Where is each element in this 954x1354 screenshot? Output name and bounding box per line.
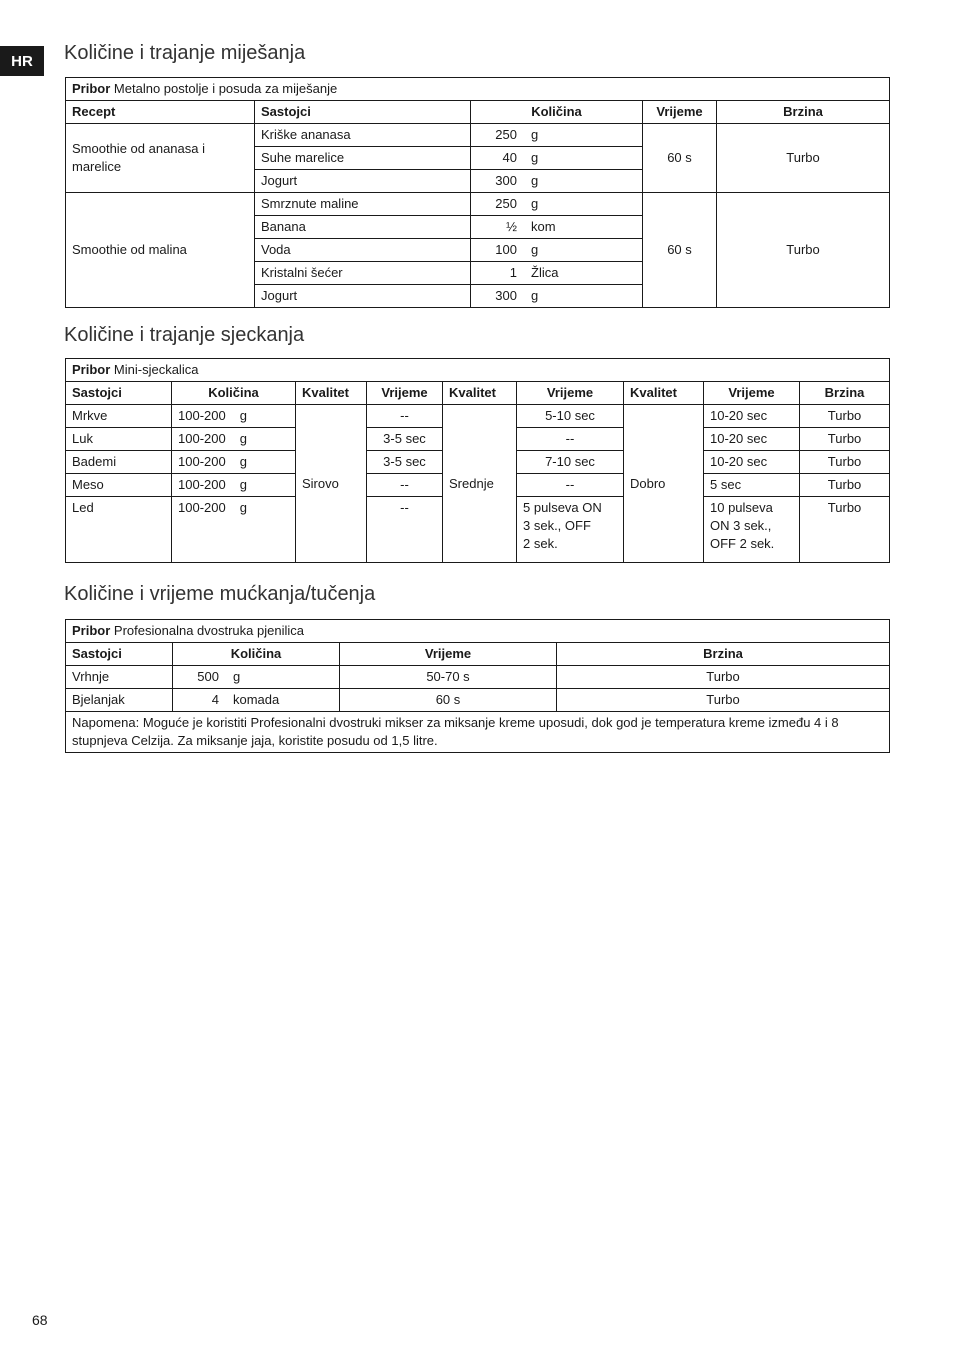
speed: Turbo [557,689,890,712]
col-header: Vrijeme [643,101,717,124]
pribor-row [66,620,890,643]
pribor-value: Metalno postolje i posuda za miješanje [113,81,338,96]
col-header: Brzina [557,643,890,666]
ingredient-name: Jogurt [255,170,471,193]
pribor-row [66,359,890,382]
ingredient-name: Kristalni šećer [255,262,471,285]
time-raw: -- [367,474,443,497]
time-medium: 5 pulseva ON 3 sek., OFF 2 sek. [517,497,624,563]
time-fine: 10-20 sec [704,451,800,474]
col-header: Količina [172,382,296,405]
col-header: Kvalitet [624,382,704,405]
quality-fine: Dobro [624,405,704,563]
ingredient-amount: 300 g [471,170,643,193]
col-header: Kvalitet [296,382,367,405]
recipe-name: Smoothie od ananasa i marelice [66,124,255,193]
ingredient-name: Vrhnje [66,666,173,689]
header-row [66,643,890,666]
recipe-name: Smoothie od malina [66,193,255,308]
chopping-table [65,358,890,563]
note-row [66,712,890,753]
col-header: Vrijeme [340,643,557,666]
pribor-row [66,78,890,101]
ingredient-amount: 100-200 g [172,428,296,451]
time-medium: -- [517,474,624,497]
speed: Turbo [800,451,890,474]
time-fine: 5 sec [704,474,800,497]
ingredient-amount: 250 g [471,124,643,147]
table-row [66,666,890,689]
time-raw: 3-5 sec [367,428,443,451]
table-row [66,124,890,147]
speed: Turbo [800,405,890,428]
ingredient-name: Kriške ananasa [255,124,471,147]
ingredient-amount: 100-200 g [172,474,296,497]
ingredient-amount: 100-200 g [172,497,296,563]
pribor-value: Mini-sjeckalica [113,362,199,377]
ingredient-amount: 1 Žlica [471,262,643,285]
header-row [66,382,890,405]
ingredient-name: Led [66,497,172,563]
time-fine: 10-20 sec [704,405,800,428]
speed: Turbo [800,428,890,451]
pribor-label: Pribor [72,362,111,377]
pribor-value: Profesionalna dvostruka pjenilica [113,623,304,638]
time-raw: -- [367,497,443,563]
table-row [66,193,890,216]
col-header: Količina [471,101,643,124]
time-fine: 10-20 sec [704,428,800,451]
ingredient-amount: 500 g [173,666,340,689]
ingredient-name: Luk [66,428,172,451]
time-medium: 7-10 sec [517,451,624,474]
col-header: Sastojci [66,643,173,666]
quality-raw: Sirovo [296,405,367,563]
col-header: Brzina [717,101,890,124]
header-row [66,101,890,124]
pribor-label: Pribor [72,81,111,96]
quality-medium: Srednje [443,405,517,563]
ingredient-name: Mrkve [66,405,172,428]
time-fine: 10 pulseva ON 3 sek., OFF 2 sek. [704,497,800,563]
time-raw: -- [367,405,443,428]
whisking-table [65,619,890,753]
col-header: Sastojci [255,101,471,124]
ingredient-amount: 100-200 g [172,405,296,428]
ingredient-amount: 4 komada [173,689,340,712]
time: 60 s [340,689,557,712]
recipe-speed: Turbo [717,193,890,308]
ingredient-name: Suhe marelice [255,147,471,170]
ingredient-name: Smrznute maline [255,193,471,216]
table-row [66,689,890,712]
section-title-whisking: Količine i vrijeme mućkanja/tučenja [64,583,376,605]
ingredient-name: Meso [66,474,172,497]
note-text: Napomena: Moguće je koristiti Profesionalni dvostruki mikser za miksanje kreme uposudi, dok god je temperatura kreme između 4 i 8 stupnjeva Celzija. Za miksanje jaja, koristite posudu od 1,5 litre. [66,712,890,753]
time-medium: -- [517,428,624,451]
ingredient-name: Jogurt [255,285,471,308]
pribor-label: Pribor [72,623,111,638]
ingredient-amount: 300 g [471,285,643,308]
col-header: Vrijeme [367,382,443,405]
ingredient-amount: 100 g [471,239,643,262]
col-header: Vrijeme [704,382,800,405]
language-tab: HR [0,46,44,76]
ingredient-name: Banana [255,216,471,239]
time: 50-70 s [340,666,557,689]
ingredient-amount: 100-200 g [172,451,296,474]
recipe-time: 60 s [643,124,717,193]
recipe-speed: Turbo [717,124,890,193]
col-header: Sastojci [66,382,172,405]
ingredient-name: Voda [255,239,471,262]
speed: Turbo [800,474,890,497]
ingredient-amount: 40 g [471,147,643,170]
section-title-chopping: Količine i trajanje sjeckanja [64,324,305,346]
col-header: Količina [173,643,340,666]
speed: Turbo [800,497,890,563]
time-raw: 3-5 sec [367,451,443,474]
ingredient-name: Bademi [66,451,172,474]
col-header: Brzina [800,382,890,405]
col-header: Kvalitet [443,382,517,405]
mixing-table [65,77,890,308]
table-row [66,405,890,428]
ingredient-amount: 250 g [471,193,643,216]
col-header: Vrijeme [517,382,624,405]
recipe-time: 60 s [643,193,717,308]
section-title-mixing: Količine i trajanje miješanja [64,42,306,64]
ingredient-name: Bjelanjak [66,689,173,712]
ingredient-amount: ½ kom [471,216,643,239]
time-medium: 5-10 sec [517,405,624,428]
speed: Turbo [557,666,890,689]
col-header: Recept [66,101,255,124]
page-number: 68 [32,1312,48,1328]
